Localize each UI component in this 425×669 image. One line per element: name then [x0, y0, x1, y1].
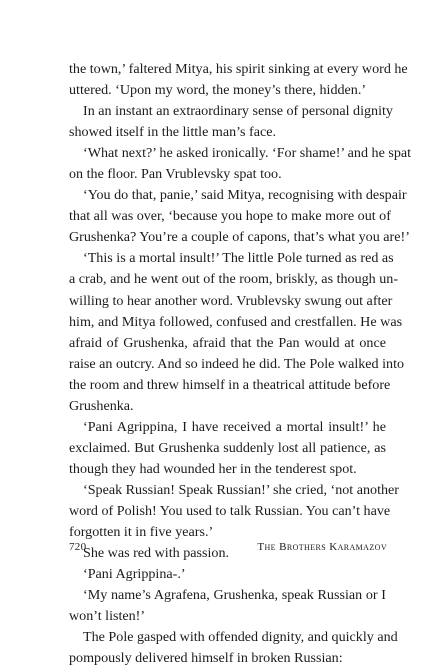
text-line: a crab, and he went out of the room, briskly, as though un-: [69, 271, 399, 288]
text-line: raise an outcry. And so indeed he did. The Pole walked into: [69, 355, 405, 372]
text-line: afraid of Grushenka, afraid that the Pan would at once: [69, 334, 386, 351]
text-line: ‘Pani Agrippina-.’: [83, 566, 186, 583]
text-line: She was red with passion.: [83, 545, 230, 562]
text-line: won’t listen!’: [69, 608, 146, 625]
text-line: In an instant an extraordinary sense of personal dignity: [83, 103, 393, 120]
text-line: exclaimed. But Grushenka suddenly lost all patience, as: [69, 439, 386, 456]
paragraph: [69, 627, 398, 669]
text-line: ‘Speak Russian! Speak Russian!’ she cried, ‘not another: [83, 481, 399, 498]
text-line: though they had wounded her in the tenderest spot.: [69, 460, 357, 477]
text-line: ‘You do that, panie,’ said Mitya, recognising with despair: [83, 187, 407, 204]
text-line: pompously delivered himself in broken Russian:: [69, 650, 343, 667]
paragraph: [69, 59, 408, 101]
text-line: Grushenka.: [69, 397, 134, 414]
text-line: ‘What next?’ he asked ironically. ‘For shame!’ and he spat: [83, 145, 412, 162]
text-line: him, and Mitya followed, confused and crestfallen. He was: [69, 313, 403, 330]
text-line: Grushenka? You’re a couple of capons, that’s what you are!’: [69, 229, 410, 246]
text-line: ‘My name’s Agrafena, Grushenka, speak Russian or I: [83, 587, 386, 604]
paragraph: [69, 248, 405, 416]
paragraph: [69, 585, 386, 627]
text-line: the room and threw himself in a theatrical attitude before: [69, 376, 391, 393]
text-line: forgotten it in five years.’: [69, 524, 214, 541]
paragraph: [69, 480, 399, 543]
text-line: showed itself in the little man’s face.: [69, 124, 277, 141]
text-line: that all was over, ‘because you hope to make more out of: [69, 208, 391, 225]
paragraph: [69, 185, 410, 248]
paragraph: [69, 101, 393, 143]
text-line: willing to hear another word. Vrublevsky swung out after: [69, 292, 393, 309]
text-line: word of Polish! You used to talk Russian. You can’t have: [69, 502, 391, 519]
page-number: 720: [69, 541, 87, 553]
text-line: ‘This is a mortal insult!’ The little Pole turned as red as: [83, 250, 394, 267]
text-line: on the floor. Pan Vrublevsky spat too.: [69, 166, 282, 183]
text-line: the town,’ faltered Mitya, his spirit sinking at every word he: [69, 61, 408, 77]
paragraph: [69, 417, 386, 480]
paragraph: [69, 143, 412, 185]
text-line: The Pole gasped with offended dignity, and quickly and: [83, 629, 398, 646]
running-head: The Brothers Karamazov: [257, 541, 387, 553]
paragraph: [69, 564, 386, 585]
text-line: ‘Pani Agrippina, I have received a mortal insult!’ he: [83, 418, 386, 435]
body-text: [69, 59, 412, 669]
text-line: uttered. ‘Upon my word, the money’s there, hidden.’: [69, 82, 367, 99]
